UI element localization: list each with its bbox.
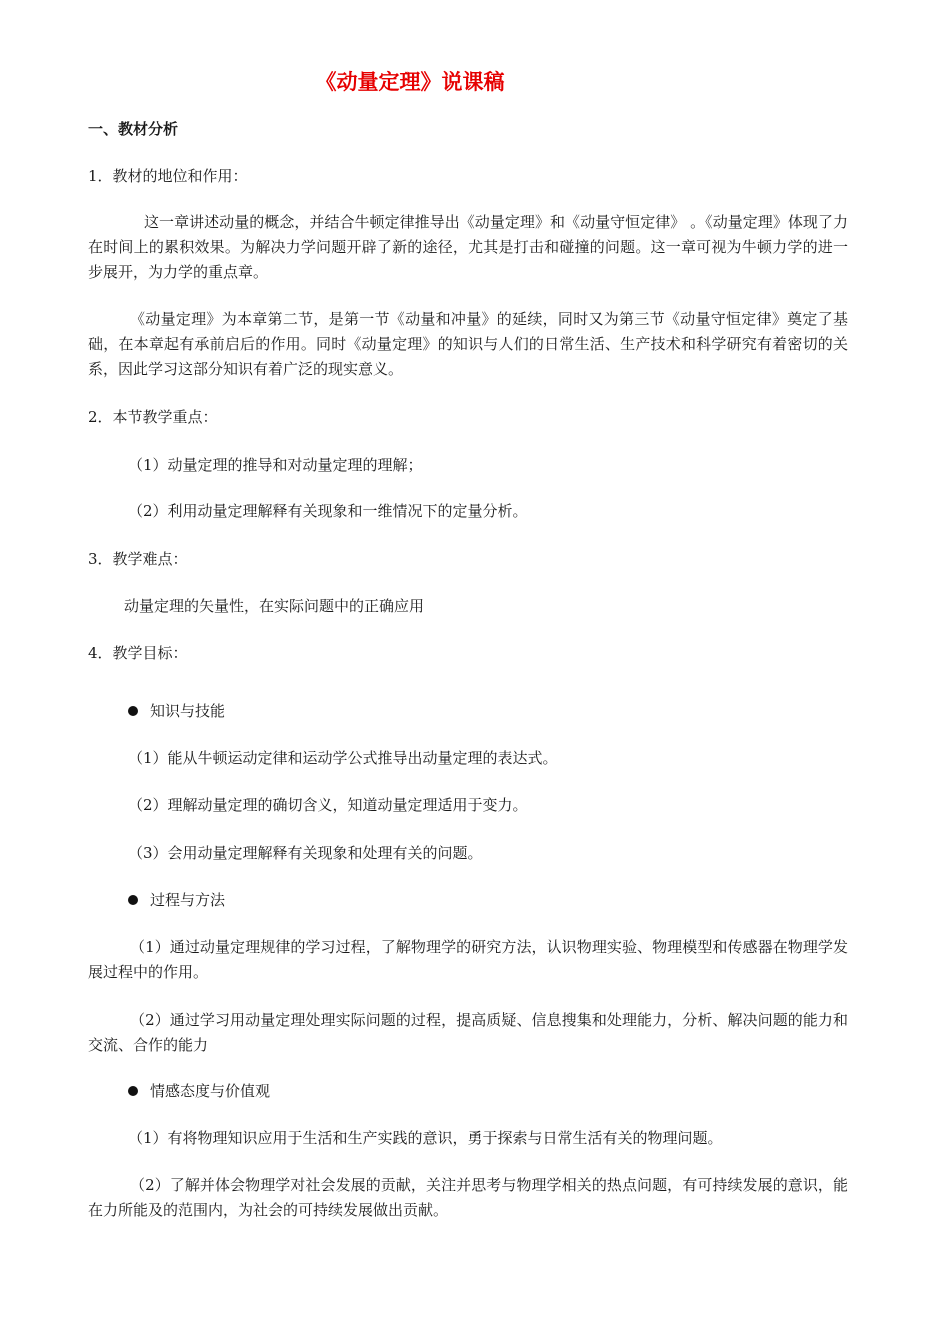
objective-item: （1）通过动量定理规律的学习过程，了解物理学的研究方法，认识物理实验、物理模型和传感器在物理学发展过程中的作用。 [88,938,848,981]
objective-item: （2）通过学习用动量定理处理实际问题的过程，提高质疑、信息搜集和处理能力，分析、解决问题的能力和交流、合作的能力 [88,1011,848,1054]
section-heading-textbook-analysis: 一、教材分析 [88,120,179,138]
objective-category-knowledge [128,701,225,721]
document-title: 《动量定理》说课稿 [315,70,505,94]
objective-category-label: 过程与方法 [150,891,226,909]
objective-item: （3）会用动量定理解释有关现象和处理有关的问题。 [128,844,483,862]
subheading-objectives: 4．教学目标： [88,644,188,662]
difficulty-text: 动量定理的矢量性，在实际问题中的正确应用 [124,597,425,615]
subheading-key-points: 2．本节教学重点： [88,408,218,426]
bullet-icon [128,706,138,716]
objective-item: （1）有将物理知识应用于生活和生产实践的意识，勇于探索与日常生活有关的物理问题。 [128,1129,723,1147]
objective-category-label: 知识与技能 [150,702,226,720]
subheading-role: 1．教材的地位和作用： [88,167,248,185]
key-point-item: （1）动量定理的推导和对动量定理的理解； [128,456,423,474]
objective-category-label: 情感态度与价值观 [150,1082,271,1100]
bullet-icon [128,895,138,905]
subheading-difficulty: 3．教学难点： [88,550,188,568]
objective-item: （2）理解动量定理的确切含义，知道动量定理适用于变力。 [128,796,528,814]
paragraph-section-position: 《动量定理》为本章第二节，是第一节《动量和冲量》的延续，同时又为第三节《动量守恒定律》奠定了基础，在本章起有承前启后的作用。同时《动量定理》的知识与人们的日常生活、生产技术和科学研究有着密切的关系，因此学习这部分知识有着广泛的现实意义。 [88,310,848,378]
objective-category-attitude [128,1081,270,1101]
objective-category-process [128,890,225,910]
paragraph-chapter-overview: 这一章讲述动量的概念，并结合牛顿定律推导出《动量定理》和《动量守恒定律》 。《动量定理》体现了力在时间上的累积效果。为解决力学问题开辟了新的途径，尤其是打击和碰撞的问题。这一章可视为牛顿力学的进一步展开，为力学的重点章。 [88,213,848,281]
objective-item: （2）了解并体会物理学对社会发展的贡献，关注并思考与物理学相关的热点问题，有可持续发展的意识，能在力所能及的范围内，为社会的可持续发展做出贡献。 [88,1176,848,1219]
key-point-item: （2）利用动量定理解释有关现象和一维情况下的定量分析。 [128,502,528,520]
objective-item: （1）能从牛顿运动定律和运动学公式推导出动量定理的表达式。 [128,749,558,767]
bullet-icon [128,1086,138,1096]
